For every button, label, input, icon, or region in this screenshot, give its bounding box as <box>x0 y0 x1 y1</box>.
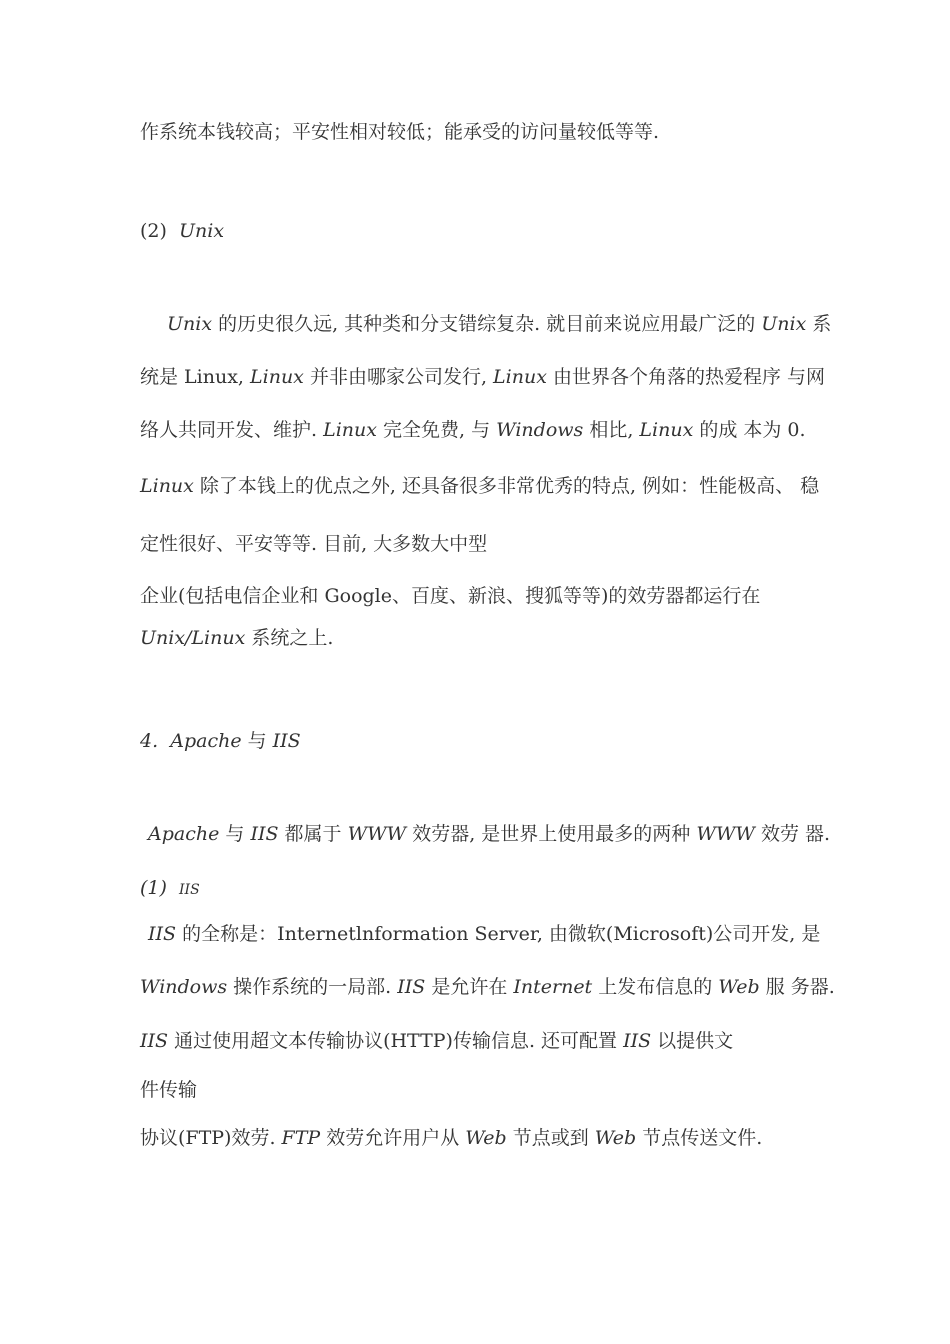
term: Internet <box>513 976 593 998</box>
text: 除了本钱上的优点之外, 还具备很多非常优秀的特点, 例如：性能极高、 稳 <box>193 475 820 497</box>
term: Web <box>718 976 760 998</box>
text: 完全免费, 与 <box>376 419 497 441</box>
term: IIS <box>140 1030 169 1052</box>
heading-number: (1) <box>140 877 167 899</box>
text: 通过使用超文本传输协议(HTTP)传输信息. 还可配置 <box>168 1030 624 1052</box>
paragraph-line <box>140 1029 733 1053</box>
text: 的全称是：Internetlnformation Server, 由微软(Microsoft)公司开发, 是 <box>176 923 821 945</box>
text: 统是 Linux, <box>140 366 251 388</box>
term: Linux <box>493 366 547 388</box>
text: 以提供文 <box>651 1030 734 1052</box>
section-heading-apache-iis <box>140 729 301 753</box>
paragraph-line: 企业(包括电信企业和 Google、百度、新浪、搜狐等等)的效劳器都运行在 <box>140 585 761 607</box>
term: Unix/Linux <box>140 627 246 649</box>
text: 络人共同开发、维护. <box>140 419 324 441</box>
term: Unix <box>167 313 213 335</box>
paragraph-line <box>140 418 806 442</box>
term: IIS <box>623 1030 652 1052</box>
text: 协议(FTP)效劳. <box>140 1127 282 1149</box>
term: IIS <box>148 923 177 945</box>
term: Windows <box>496 419 584 441</box>
term: Linux <box>639 419 694 441</box>
text: 节点传送文件. <box>636 1127 763 1149</box>
text: 上发布信息的 <box>592 976 719 998</box>
term: Unix <box>761 313 807 335</box>
text: 由世界各个角落的热爱程序 与网 <box>546 366 826 388</box>
term: Apache <box>148 823 220 845</box>
text: 系 <box>806 313 832 335</box>
text: 节点或到 <box>506 1127 595 1149</box>
paragraph-line <box>167 312 831 336</box>
paragraph-line <box>148 822 830 846</box>
term: IIS <box>272 730 301 752</box>
text: 效劳器, 是世界上使用最多的两种 <box>406 823 697 845</box>
heading-number: 4. <box>140 730 159 752</box>
text: 的历史很久远, 其种类和分支错综复杂. 就目前来说应用最广泛的 <box>212 313 762 335</box>
text: 效劳 器. <box>754 823 831 845</box>
section-heading-unix <box>140 219 224 243</box>
paragraph-line <box>140 1126 762 1150</box>
text: 与 <box>241 730 273 752</box>
text: 相比, <box>583 419 640 441</box>
text: 效劳允许用户从 <box>320 1127 466 1149</box>
text: 服 务器. <box>759 976 835 998</box>
term: WWW <box>696 823 755 845</box>
term: WWW <box>347 823 407 845</box>
term: IIS <box>397 976 426 998</box>
paragraph-line <box>148 922 820 946</box>
paragraph-line: 作系统本钱较高；平安性相对较低；能承受的访问量较低等等. <box>140 121 660 143</box>
term: FTP <box>281 1127 321 1149</box>
term: Web <box>465 1127 507 1149</box>
heading-title: Unix <box>179 220 225 242</box>
text: 与 <box>219 823 251 845</box>
term: IIS <box>250 823 279 845</box>
paragraph-line <box>140 975 835 999</box>
term: Linux <box>140 475 194 497</box>
paragraph-line <box>140 626 333 650</box>
paragraph-line: 件传输 <box>140 1079 198 1101</box>
text: 的成 本为 0. <box>693 419 806 441</box>
paragraph-line <box>140 365 825 389</box>
text: 并非由哪家公司发行, <box>303 366 494 388</box>
term: Apache <box>170 730 242 752</box>
text: 都属于 <box>278 823 348 845</box>
section-heading-iis <box>140 876 200 902</box>
text: 操作系统的一局部. <box>227 976 398 998</box>
text: 是允许在 <box>425 976 514 998</box>
heading-title: IIS <box>179 882 200 898</box>
text: 系统之上. <box>245 627 334 649</box>
term: Linux <box>250 366 304 388</box>
term: Windows <box>140 976 228 998</box>
paragraph-line: 定性很好、平安等等. 目前, 大多数大中型 <box>140 533 488 555</box>
paragraph-line <box>140 474 819 498</box>
heading-number: (2) <box>140 220 167 242</box>
term: Web <box>594 1127 637 1149</box>
term: Linux <box>323 419 377 441</box>
